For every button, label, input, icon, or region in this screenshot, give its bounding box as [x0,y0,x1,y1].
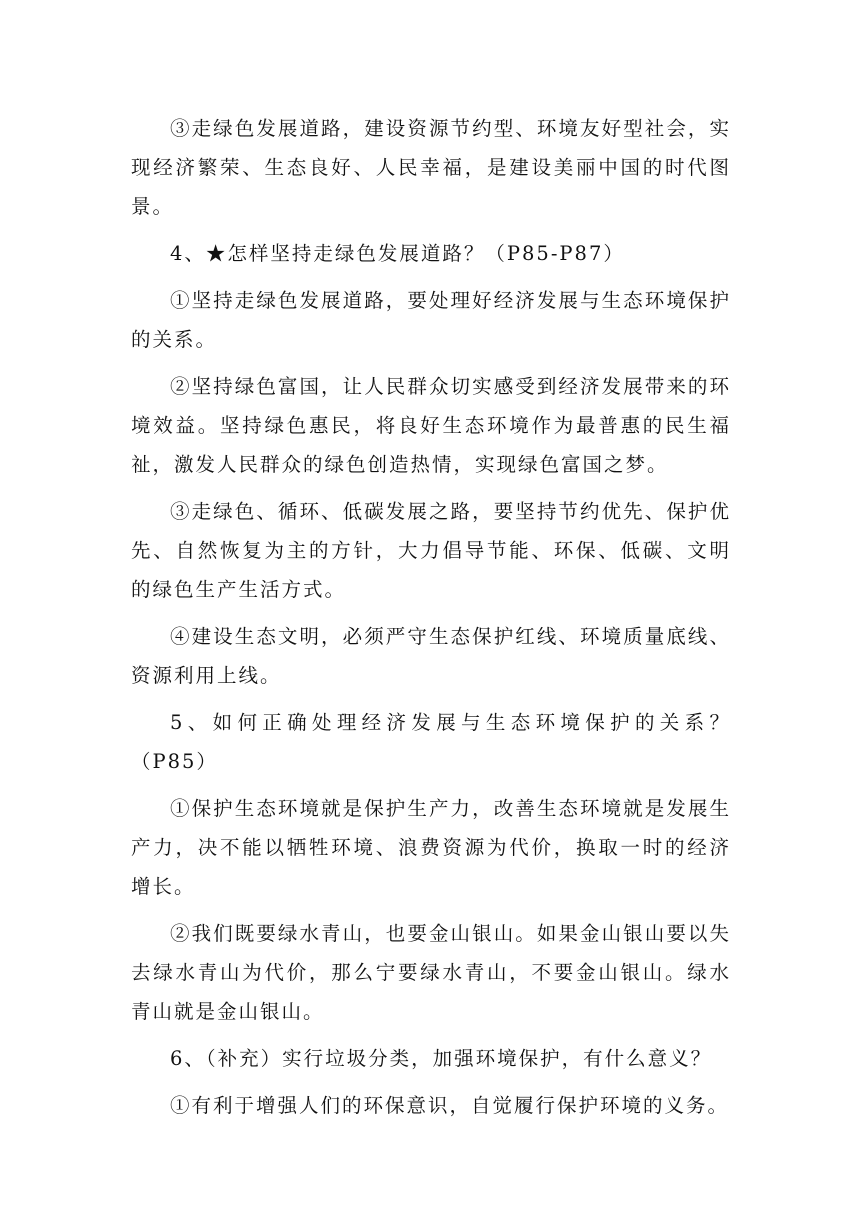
question-4-heading: 4、★怎样坚持走绿色发展道路？（P85-P87） [170,242,625,265]
paragraph-q5-point-1: ①保护生态环境就是保护生产力，改善生态环境就是发展生产力，决不能以牺牲环境、浪费资源为代价，换取一时的经济增长。 [131,797,731,898]
paragraph-q4-point-2: ②坚持绿色富国，让人民群众切实感受到经济发展带来的环境效益。坚持绿色惠民，将良好生态环境作为最普惠的民生福祉，激发人民群众的绿色创造热情，实现绿色富国之梦。 [131,375,731,476]
question-5-heading: 5、如何正确处理经济发展与生态环境保护的关系？（P85） [131,711,731,773]
paragraph-q4-point-1: ①坚持走绿色发展道路，要处理好经济发展与生态环境保护的关系。 [131,289,731,351]
paragraph-q4-point-3: ③走绿色、循环、低碳发展之路，要坚持节约优先、保护优先、自然恢复为主的方针，大力倡导节能、环保、低碳、文明的绿色生产生活方式。 [131,500,731,601]
paragraph-q6-point-1: ①有利于增强人们的环保意识，自觉履行保护环境的义务。 [170,1094,730,1117]
paragraph-q5-point-2: ②我们既要绿水青山，也要金山银山。如果金山银山要以失去绿水青山为代价，那么宁要绿水青山，不要金山银山。绿水青山就是金山银山。 [131,922,731,1023]
paragraph-q4-point-4: ④建设生态文明，必须严守生态保护红线、环境质量底线、资源利用上线。 [131,625,731,687]
document-body [131,109,731,1133]
question-6-heading: 6、（补充）实行垃圾分类，加强环境保护，有什么意义？ [170,1047,713,1070]
paragraph-point-3-green-path: ③走绿色发展道路，建设资源节约型、环境友好型社会，实现经济繁荣、生态良好、人民幸福，是建设美丽中国的时代图景。 [131,117,731,218]
